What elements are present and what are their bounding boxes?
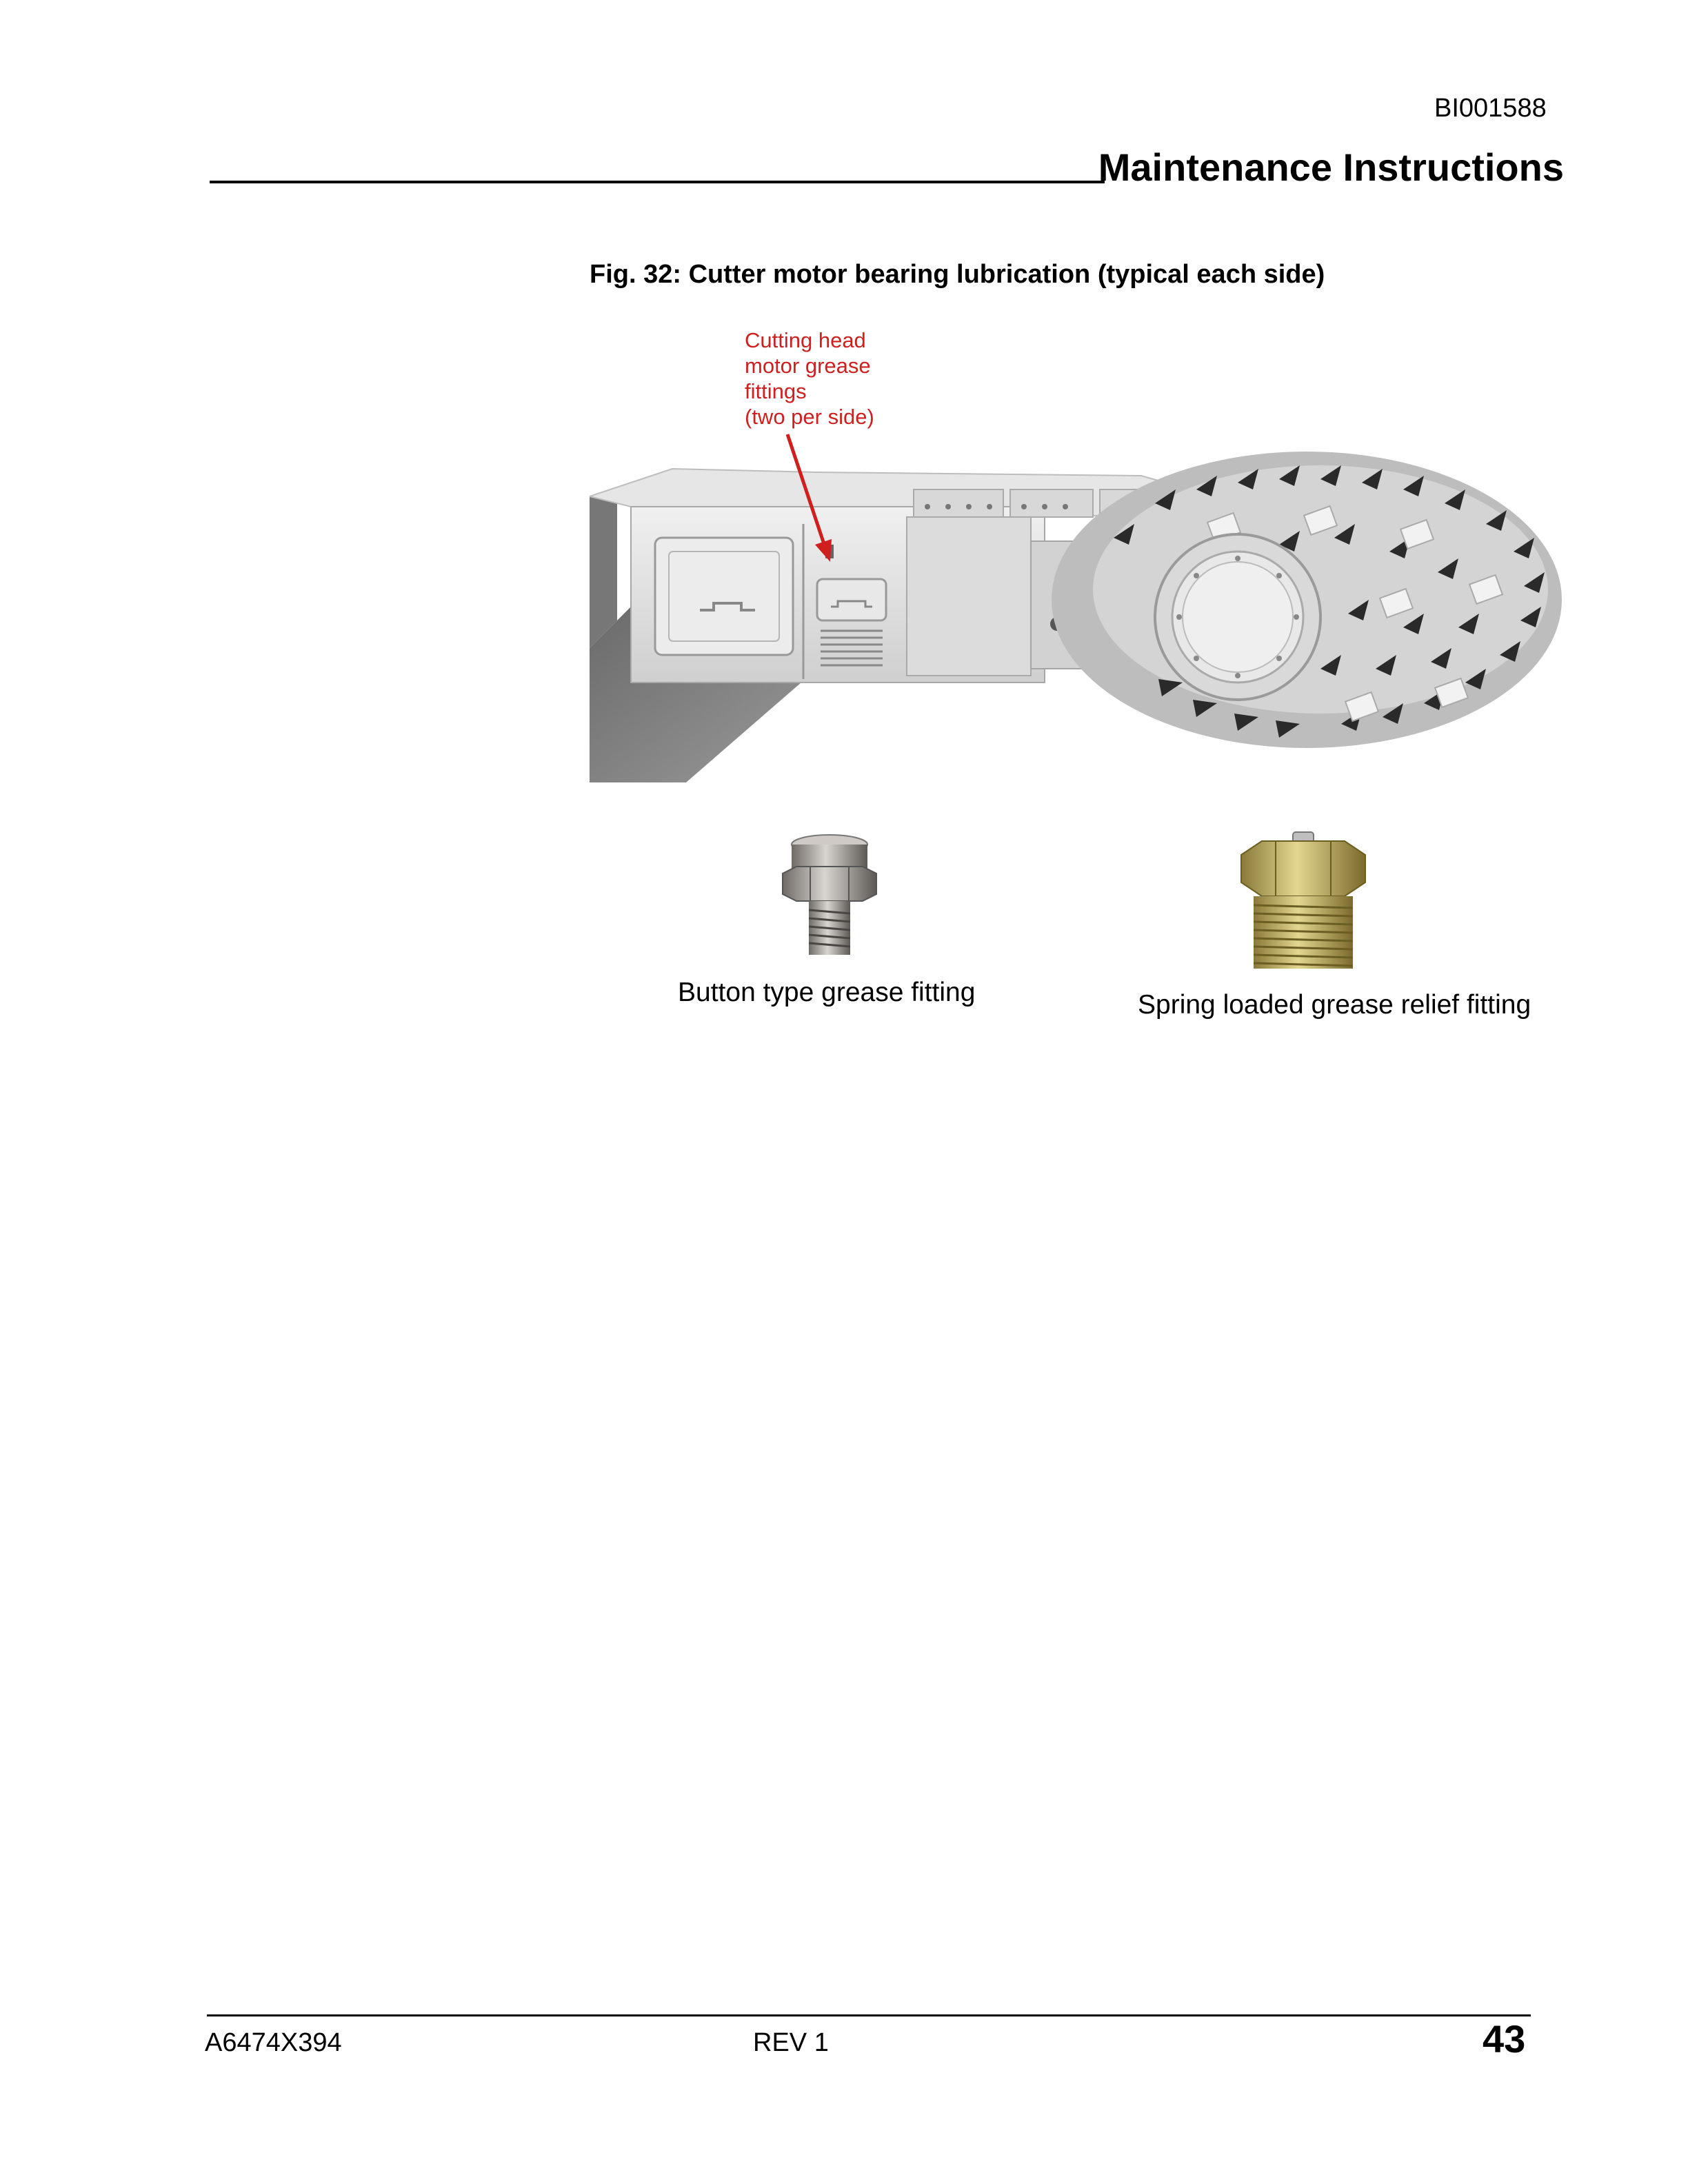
callout-line: motor grease [745,354,871,378]
callout-line: Cutting head [745,328,866,352]
page-title: Maintenance Instructions [1098,145,1564,189]
header-rule [210,181,1105,183]
page-number: 43 [1483,2017,1526,2061]
footer-document-number: A6474X394 [205,2028,342,2057]
document-id: BI001588 [1434,94,1547,123]
callout-label [745,327,874,429]
footer-rule [207,2014,1531,2016]
relief-fitting-label: Spring loaded grease relief fitting [1138,990,1531,1020]
figure-caption: Fig. 32: Cutter motor bearing lubrication (typical each side) [590,260,1325,289]
callout-line: (two per side) [745,405,874,429]
cutter-machine-illustration [590,441,1569,782]
button-grease-fitting-image [769,831,890,962]
relief-grease-fitting-image [1234,831,1372,972]
footer-revision: REV 1 [753,2028,829,2057]
button-fitting-label: Button type grease fitting [678,978,976,1007]
callout-line: fittings [745,379,807,403]
